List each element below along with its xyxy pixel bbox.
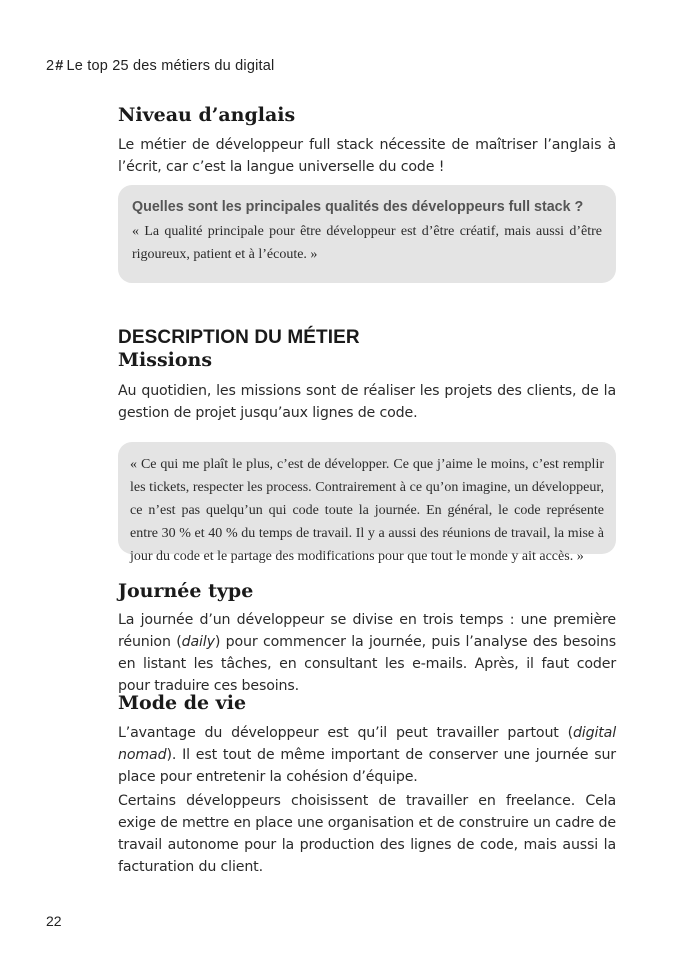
running-header-title: Le top 25 des métiers du digital xyxy=(66,58,275,74)
testimonial-quote: « Ce qui me plaît le plus, c’est de développer. Ce que j’aime le moins, c’est remplir les tickets, respecter les process. Contrairement à ce qu’on imagine, un développeur, ce n’est pas quelqu’un qui code toute la journée. En général, le code représente entre 30 % et 40 % du temps de travail. Il y a aussi des réunions de travail, la mise à jour du code et le partage des modifications pour que tout le monde y ait accès. » xyxy=(130,457,604,564)
typical-day-italic: daily xyxy=(181,634,215,650)
typical-day-heading: Journée type xyxy=(118,580,254,602)
chapter-number: 2 xyxy=(46,58,55,74)
typical-day-text-2: ) pour commencer la journée, puis l’analyse des besoins en listant les tâches, en consultant les e-mails. Après, il faut coder pour traduire ces besoins. xyxy=(118,634,617,694)
english-level-heading: Niveau d’anglais xyxy=(118,104,296,126)
missions-text: Au quotidien, les missions sont de réaliser les projets des clients, de la gestion de projet jusqu’aux lignes de code. xyxy=(118,383,616,421)
typical-day-text-1: La journée d’un développeur se divise en trois temps : une première réunion ( xyxy=(118,612,616,650)
qualities-box xyxy=(118,185,616,283)
testimonial-box xyxy=(118,442,616,564)
qualities-quote: « La qualité principale pour être développeur est d’être créatif, mais aussi d’être rigoureux, patient et à l’écoute. » xyxy=(132,224,602,262)
lifestyle-text-1 xyxy=(118,722,616,788)
hash-icon: # xyxy=(55,58,64,74)
lifestyle-text-2: Certains développeurs choisissent de travailler en freelance. Cela exige de mettre en place une organisation et de construire un cadre de travail autonome pour la production des lignes de code, mais aussi la facturation du client. xyxy=(118,793,616,875)
running-header xyxy=(46,58,274,74)
page-number: 22 xyxy=(46,913,62,929)
lifestyle-italic: digital nomad xyxy=(118,725,616,763)
description-heading: DESCRIPTION DU MÉTIER xyxy=(118,327,360,348)
missions-heading: Missions xyxy=(118,349,213,371)
lifestyle-heading: Mode de vie xyxy=(118,692,247,714)
lifestyle-text-1a: L’avantage du développeur est qu’il peut travailler partout ( xyxy=(118,725,573,741)
english-level-text: Le métier de développeur full stack nécessite de maîtriser l’anglais à l’écrit, car c’est la langue universelle du code ! xyxy=(118,137,616,175)
lifestyle-text-1b: ). Il est tout de même important de conserver une journée sur place pour entretenir la cohésion d’équipe. xyxy=(118,747,616,785)
qualities-question: Quelles sont les principales qualités des développeurs full stack ? xyxy=(132,199,584,215)
typical-day-text xyxy=(118,609,616,697)
